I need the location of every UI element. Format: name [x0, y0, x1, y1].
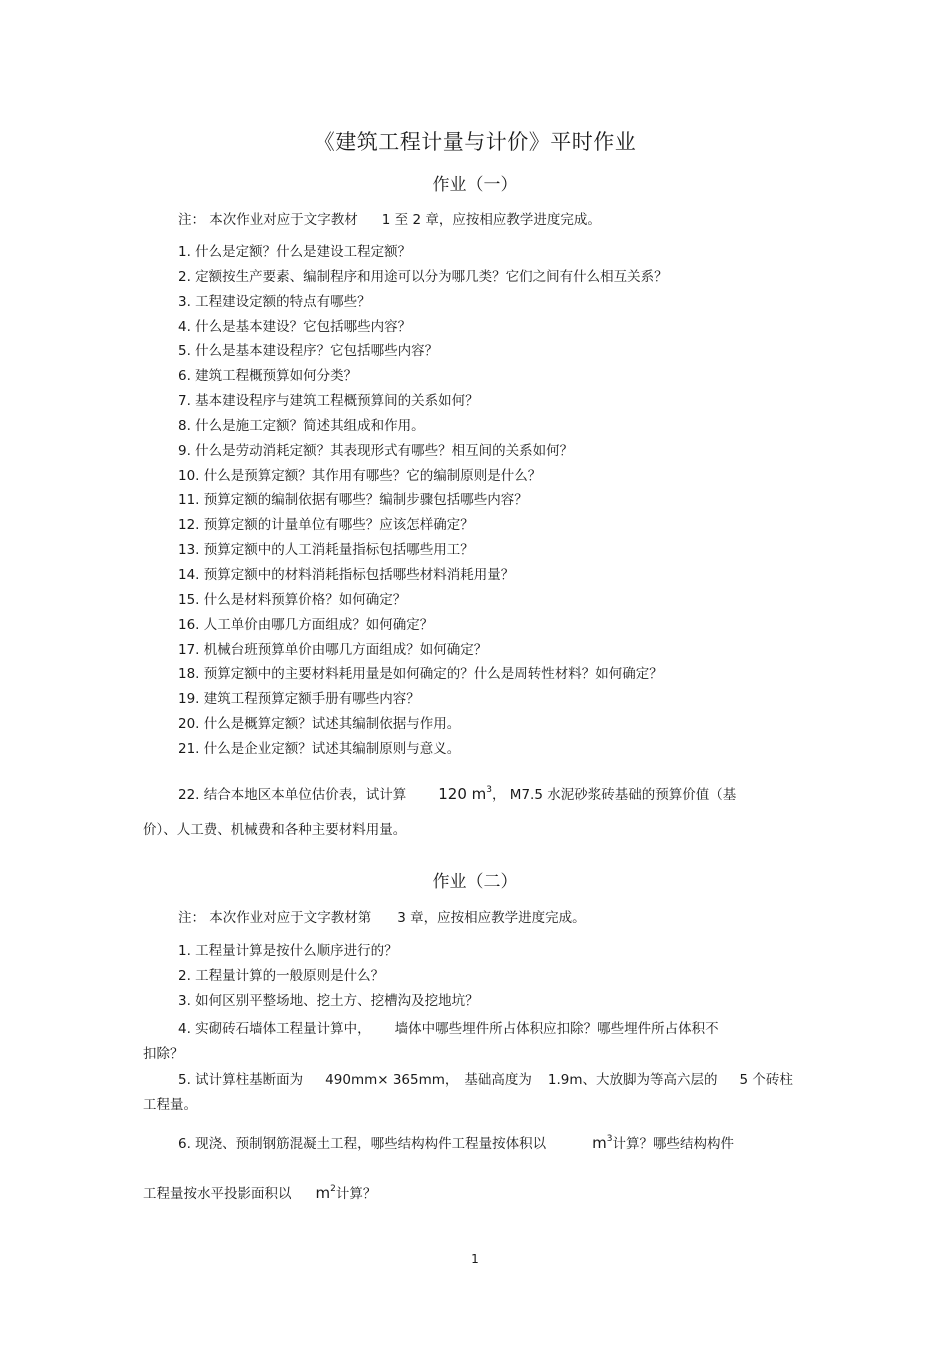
- list-item: 1. 什么是定额？什么是建设工程定额？: [178, 244, 412, 260]
- list-item: 14. 预算定额中的材料消耗指标包括哪些材料消耗用量？: [178, 566, 515, 583]
- hw1-note: [178, 208, 601, 228]
- hw2-question-6-line2: [143, 1182, 376, 1202]
- hw2-question-4: [178, 1017, 719, 1037]
- document-title: 《建筑工程计量与计价》平时作业: [313, 130, 637, 154]
- hw2-note: [178, 906, 586, 926]
- q6-volume-exponent: 3: [606, 1134, 613, 1144]
- list-item: 6. 建筑工程概预算如何分类？: [178, 368, 358, 385]
- q4-text-end: 墙体中哪些埋件所占体积应扣除？哪些埋件所占体积不: [394, 1021, 719, 1037]
- list-item: 16. 人工单价由哪几方面组成？如何确定？: [178, 616, 434, 633]
- q4-text-start: 4. 实砌砖石墙体工程量计算中，: [178, 1021, 371, 1037]
- q22-quantity: 120 m: [438, 785, 487, 803]
- hw2-question-5: [178, 1068, 793, 1088]
- hw1-question-list: [178, 240, 668, 762]
- q22-quantity-exponent: 3: [486, 785, 493, 795]
- hw1-question-22: [178, 783, 736, 803]
- q5-text-mid: 基础高度为: [464, 1072, 532, 1088]
- list-item: 20. 什么是概算定额？试述其编制依据与作用。: [178, 716, 461, 733]
- q5-text-start: 5. 试计算柱基断面为: [178, 1072, 304, 1088]
- hw2-question-6: [178, 1132, 734, 1152]
- list-item: 8. 什么是施工定额？简述其组成和作用。: [178, 417, 425, 434]
- q6-text-end: 计算？哪些结构构件: [612, 1136, 735, 1152]
- list-item: 9. 什么是劳动消耗定额？其表现形式有哪些？相互间的关系如何？: [178, 442, 574, 459]
- hw1-note-prefix: 注： 本次作业对应于文字教材: [178, 212, 358, 228]
- hw2-heading: 作业（二）: [432, 872, 518, 892]
- list-item: 19. 建筑工程预算定额手册有哪些内容？: [178, 691, 420, 708]
- q5-dimensions: 490mm× 365mm，: [325, 1072, 459, 1088]
- list-item: 15. 什么是材料预算价格？如何确定？: [178, 591, 407, 608]
- list-item: 18. 预算定额中的主要材料耗用量是如何确定的？什么是周转性材料？如何确定？: [178, 666, 663, 683]
- q22-text-end: ， M7.5 水泥砂浆砖基础的预算价值（基: [492, 787, 737, 803]
- q6-area-exponent: 2: [330, 1184, 336, 1194]
- hw2-note-chapters: 3 章，应按相应教学进度完成。: [397, 910, 586, 926]
- hw1-note-chapters: 1 至 2 章，应按相应教学进度完成。: [381, 212, 601, 228]
- hw2-note-prefix: 注： 本次作业对应于文字教材第: [178, 910, 372, 926]
- hw1-question-22-line2: 价）、人工费、机械费和各种主要材料用量。: [143, 822, 407, 838]
- q22-text-start: 22. 结合本地区本单位估价表，试计算: [178, 787, 407, 803]
- q5-count: 5 个砖柱: [739, 1072, 793, 1088]
- list-item: 2. 工程量计算的一般原则是什么？: [178, 967, 385, 984]
- list-item: 1. 工程量计算是按什么顺序进行的？: [178, 943, 398, 959]
- list-item: 17. 机械台班预算单价由哪几方面组成？如何确定？: [178, 641, 488, 658]
- hw2-question-list: [178, 939, 479, 1014]
- list-item: 21. 什么是企业定额？试述其编制原则与意义。: [178, 740, 461, 757]
- hw2-question-5-line2: 工程量。: [143, 1097, 197, 1113]
- hw2-question-4-line2: 扣除？: [143, 1046, 184, 1062]
- list-item: 11. 预算定额的编制依据有哪些？编制步骤包括哪些内容？: [178, 492, 528, 509]
- list-item: 2. 定额按生产要素、编制程序和用途可以分为哪几类？它们之间有什么相互关系？: [178, 268, 668, 285]
- list-item: 3. 工程建设定额的特点有哪些？: [178, 293, 371, 310]
- list-item: 12. 预算定额的计量单位有哪些？应该怎样确定？: [178, 517, 474, 534]
- q6-line2-start: 工程量按水平投影面积以: [143, 1186, 292, 1202]
- q5-height: 1.9m、大放脚为等高六层的: [547, 1072, 718, 1088]
- list-item: 7. 基本建设程序与建筑工程概预算间的关系如何？: [178, 393, 479, 410]
- q6-volume-unit: m: [592, 1134, 607, 1152]
- list-item: 3. 如何区别平整场地、挖土方、挖槽沟及挖地坑？: [178, 992, 479, 1009]
- list-item: 4. 什么是基本建设？它包括哪些内容？: [178, 318, 412, 335]
- q6-text-start: 6. 现浇、预制钢筋混凝土工程，哪些结构构件工程量按体积以: [178, 1136, 547, 1152]
- q6-area-unit: m: [315, 1184, 331, 1202]
- page-number: 1: [471, 1252, 479, 1266]
- list-item: 5. 什么是基本建设程序？它包括哪些内容？: [178, 343, 439, 360]
- list-item: 10. 什么是预算定额？其作用有哪些？它的编制原则是什么？: [178, 467, 542, 484]
- hw1-heading: 作业（一）: [432, 175, 518, 195]
- q6-line2-end: 计算？: [335, 1186, 377, 1202]
- list-item: 13. 预算定额中的人工消耗量指标包括哪些用工？: [178, 542, 474, 559]
